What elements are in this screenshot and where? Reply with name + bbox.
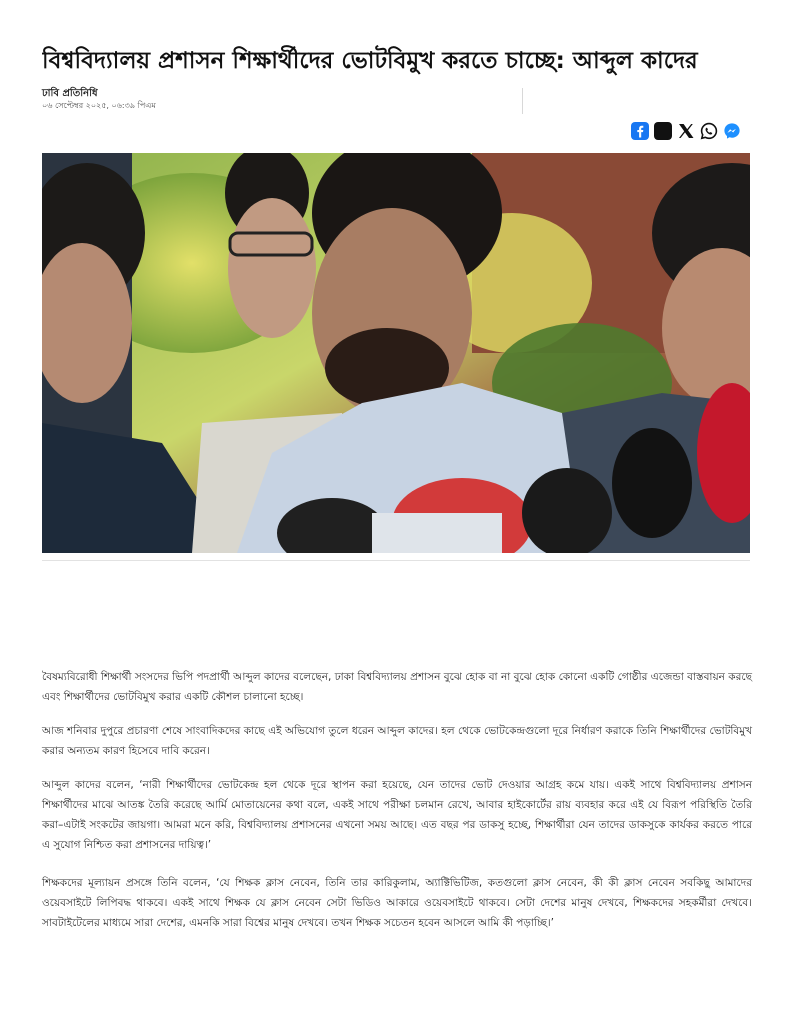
press-conference-photo <box>42 153 750 553</box>
facebook-share-button[interactable] <box>630 121 649 140</box>
whatsapp-share-button[interactable] <box>699 121 718 140</box>
share-bar <box>630 121 741 140</box>
whatsapp-icon <box>700 122 718 140</box>
byline <box>42 88 523 114</box>
article-body <box>42 667 752 947</box>
divider <box>42 560 750 561</box>
instagram-share-button[interactable] <box>653 121 672 140</box>
x-share-button[interactable] <box>676 121 695 140</box>
article-paragraph: আজ শনিবার দুপুরে প্রচারণা শেষে সাংবাদিকদের কাছে এই অভিযোগ তুলে ধরেন আব্দুল কাদের। হল থেকে ভোটকেন্দ্রগুলো দূরে নির্ধারণ করাকে তিনি শিক্ষার্থীদের ভোটবিমুখ করার অন্যতম কারণ হিসেবে দাবি করেন। <box>42 725 752 757</box>
instagram-icon <box>654 122 672 140</box>
x-icon <box>677 122 695 140</box>
article-paragraph: আব্দুল কাদের বলেন, ‘নারী শিক্ষার্থীদের ভোটকেন্দ্র হল থেকে দূরে স্থাপন করা হয়েছে, যেন তাদের ভোট দেওয়ার আগ্রহ কমে যায়। একই সাথে বিশ্ববিদ্যালয় প্রশাসন শিক্ষার্থীদের মাঝে আতঙ্ক তৈরি করেছে আর্মি মোতায়েনের কথা বলে, একই সাথে পরীক্ষা চলমান রেখে, আবার হাইকোর্টের রায় ব্যবহার করে এই যে বিরূপ পরিস্থিতি তৈরি করা–এটাই সংকটের জায়গা। আমরা মনে করি, বিশ্ববিদ্যালয় প্রশাসনের এখনো সময় আছে। এত বছর পর ডাকসু হচ্ছে, শিক্ষার্থীরা যেন তাদের ডাকসুকে কার্যকর করতে পারে এ সুযোগ নিশ্চিত করা প্রশাসনের দায়িত্ব।’ <box>42 779 752 851</box>
messenger-icon <box>723 122 741 140</box>
author-name[interactable]: ঢাবি প্রতিনিধি <box>42 88 98 99</box>
article-paragraph: শিক্ষকদের মূল্যায়ন প্রসঙ্গে তিনি বলেন, ‘যে শিক্ষক ক্লাস নেবেন, তিনি তার কারিকুলাম, অ্যাক্টিভিটিজ, কতগুলো ক্লাস নেবেন, কী কী ক্লাস নেবেন সবকিছু আমাদের ওয়েবসাইটে লিপিবদ্ধ থাকবে। একই সাথে শিক্ষক যে ক্লাস নেবেন সেটা ভিডিও আকারে ওয়েবসাইটে থাকবে। সেটা দেশের মানুষ দেখবে, শিক্ষকদের সহকর্মীরা দেখবে। সাবটাইটেলের মাধ্যমে সারা দেশের, এমনকি সারা বিশ্বের মানুষ দেখবে। তখন শিক্ষক সচেতন হবেন আসলে আমি কী পড়াচ্ছি।’ <box>42 877 752 929</box>
publish-date: ০৬ সেপ্টেম্বর ২০২৫, ০৬:৩৯ পিএম <box>42 101 156 110</box>
article-paragraph: বৈষম্যবিরোধী শিক্ষার্থী সংসদের ভিপি পদপ্রার্থী আব্দুল কাদের বলেছেন, ঢাকা বিশ্ববিদ্যালয় প্রশাসন বুঝে হোক বা না বুঝে হোক কোনো একটি গোষ্ঠীর এজেন্ডা বাস্তবায়ন করছে এবং শিক্ষার্থীদের ভোটবিমুখ করার একটি কৌশল চালানো হচ্ছে। <box>42 671 752 703</box>
article-headline: বিশ্ববিদ্যালয় প্রশাসন শিক্ষার্থীদের ভোটবিমুখ করতে চাচ্ছে: আব্দুল কাদের <box>42 48 698 74</box>
messenger-share-button[interactable] <box>722 121 741 140</box>
hero-photo <box>42 153 750 553</box>
facebook-icon <box>631 122 649 140</box>
